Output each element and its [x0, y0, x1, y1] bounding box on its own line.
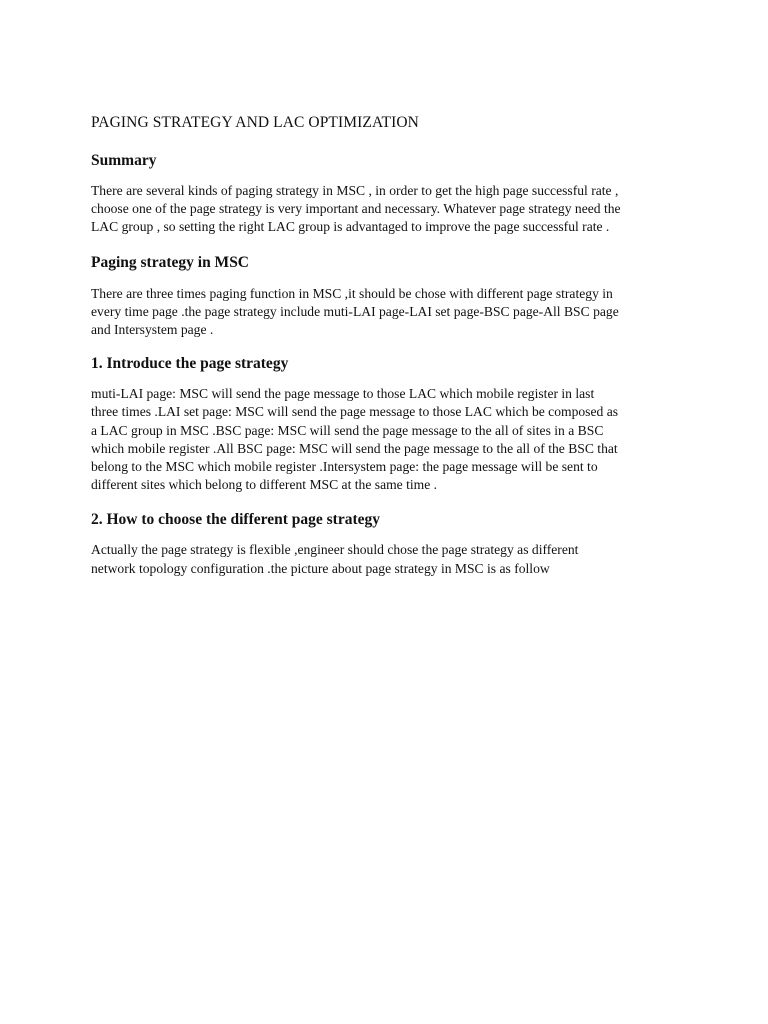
heading-introduce-page-strategy: 1. Introduce the page strategy — [91, 355, 289, 373]
heading-choose-page-strategy: 2. How to choose the different page strategy — [91, 511, 380, 529]
text-line: different sites which belong to different MSC at the same time . — [91, 477, 438, 493]
text-line: every time page .the page strategy include muti-LAI page-LAI set page-BSC page-All BSC page — [91, 303, 619, 319]
heading-summary: Summary — [91, 152, 157, 169]
document-page — [91, 113, 691, 578]
text-line: There are several kinds of paging strategy in MSC , in order to get the high page successful rate , — [91, 183, 619, 198]
paragraph-introduce-page-strategy — [91, 385, 691, 494]
text-line: three times .LAI set page: MSC will send the page message to those LAC which be composed as — [91, 404, 619, 420]
text-line: There are three times paging function in MSC ,it should be chose with different page strategy in — [91, 285, 613, 301]
document-title: PAGING STRATEGY AND LAC OPTIMIZATION — [91, 114, 419, 131]
text-line: choose one of the page strategy is very important and necessary. Whatever page strategy need the — [91, 201, 621, 217]
text-line: muti-LAI page: MSC will send the page message to those LAC which mobile register in last — [91, 386, 595, 402]
text-line: belong to the MSC which mobile register .Intersystem page: the page message will be sent to — [91, 459, 598, 475]
text-line: and Intersystem page . — [91, 322, 214, 338]
text-line: Actually the page strategy is flexible ,engineer should chose the page strategy as different — [91, 542, 579, 558]
paragraph-summary — [91, 182, 691, 237]
heading-paging-strategy-in-msc: Paging strategy in MSC — [91, 253, 250, 271]
paragraph-choose-page-strategy — [91, 541, 691, 577]
text-line: a LAC group in MSC .BSC page: MSC will send the page message to the all of sites in a BSC — [91, 422, 604, 438]
text-line: network topology configuration .the picture about page strategy in MSC is as follow — [91, 560, 550, 576]
paragraph-paging-strategy — [91, 285, 691, 340]
text-line: which mobile register .All BSC page: MSC will send the page message to the all of the BSC that — [91, 440, 618, 456]
text-line: LAC group , so setting the right LAC group is advantaged to improve the page successful rate . — [91, 219, 610, 235]
